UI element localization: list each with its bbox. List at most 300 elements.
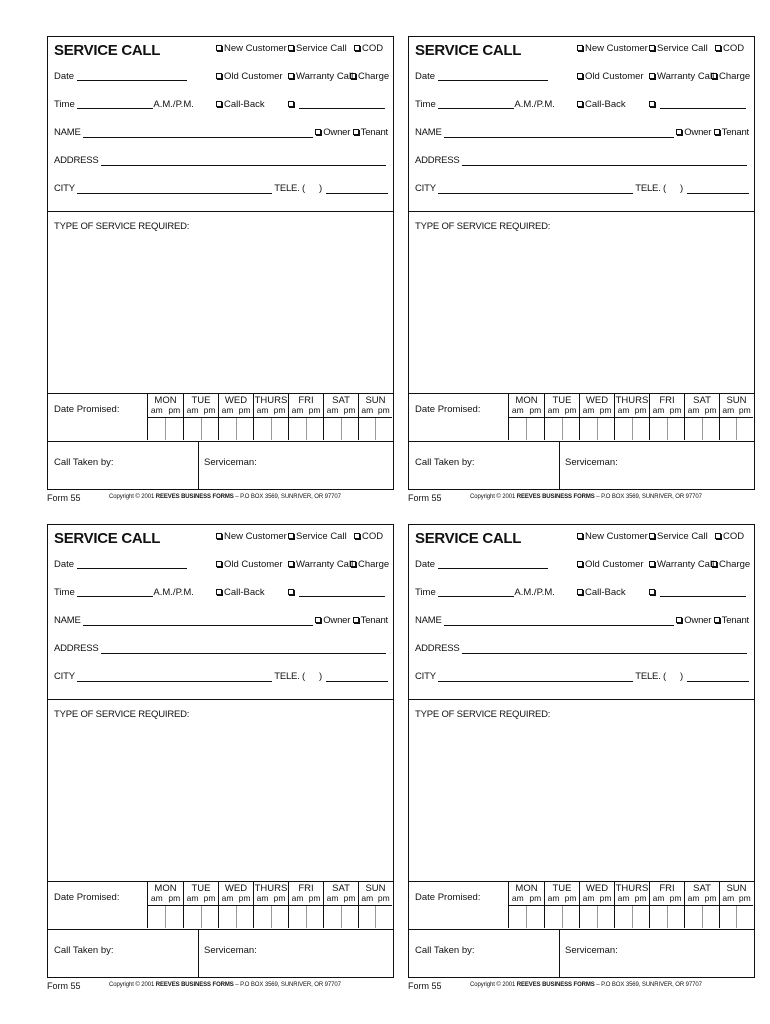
other-line[interactable] <box>660 99 746 109</box>
form-title: SERVICE CALL <box>54 530 161 547</box>
day-name: THURS <box>615 395 649 406</box>
day-name: THURS <box>615 883 649 894</box>
am-pm-cells <box>615 905 649 928</box>
name-label: NAME <box>54 127 81 138</box>
am-cell[interactable] <box>509 418 526 440</box>
call-taken-by-label: Call Taken by: <box>54 457 114 468</box>
new-customer-option[interactable] <box>216 531 287 542</box>
form-title: SERVICE CALL <box>415 42 522 59</box>
charge-option[interactable] <box>711 71 750 82</box>
date-field[interactable] <box>54 559 187 570</box>
am-cell[interactable] <box>184 418 201 440</box>
city-line[interactable] <box>438 184 633 194</box>
am-cell[interactable] <box>720 906 736 928</box>
pm-label: pm <box>377 405 390 415</box>
new-customer-label: New Customer <box>585 531 648 542</box>
checkbox-icon[interactable] <box>216 533 222 539</box>
am-cell[interactable] <box>545 906 562 928</box>
new-customer-option[interactable] <box>216 43 287 54</box>
charge-option[interactable] <box>350 559 389 570</box>
am-pm-label: A.M./P.M. <box>153 99 194 110</box>
checkbox-icon[interactable] <box>714 617 720 623</box>
pm-cell[interactable] <box>562 906 580 928</box>
am-label: am <box>150 893 163 903</box>
day-column-fri <box>649 882 684 928</box>
date-line[interactable] <box>438 559 548 569</box>
tele-line[interactable] <box>326 184 388 194</box>
am-cell[interactable] <box>148 906 165 928</box>
checkbox-icon[interactable] <box>288 589 294 595</box>
checkbox-icon[interactable] <box>350 73 356 79</box>
checkbox-icon[interactable] <box>354 533 360 539</box>
checkbox-icon[interactable] <box>315 617 321 623</box>
pm-label: pm <box>377 893 390 903</box>
am-pm-cells <box>324 417 358 440</box>
new-customer-label: New Customer <box>224 43 287 54</box>
owner-option[interactable] <box>315 615 350 626</box>
pm-cell[interactable] <box>632 906 650 928</box>
pm-cell[interactable] <box>271 906 289 928</box>
date-field[interactable] <box>54 71 187 82</box>
pm-cell[interactable] <box>702 906 720 928</box>
checkbox-icon[interactable] <box>577 73 583 79</box>
checkbox-icon[interactable] <box>288 45 294 51</box>
copyright-prefix: Copyright © 2001 <box>470 494 516 500</box>
checkbox-icon[interactable] <box>711 561 717 567</box>
day-column-tue <box>544 394 579 440</box>
am-label: am <box>722 405 735 415</box>
new-customer-label: New Customer <box>585 43 648 54</box>
day-column-wed <box>218 394 253 440</box>
checkbox-icon[interactable] <box>649 101 655 107</box>
checkbox-icon[interactable] <box>649 561 655 567</box>
day-column-sat <box>684 882 719 928</box>
checkbox-icon[interactable] <box>676 617 682 623</box>
am-pm-labels <box>509 405 544 415</box>
checkbox-icon[interactable] <box>715 45 721 51</box>
old-customer-option[interactable] <box>577 559 644 570</box>
time-label: Time <box>415 587 436 598</box>
old-customer-option[interactable] <box>216 71 283 82</box>
am-pm-label: A.M./P.M. <box>153 587 194 598</box>
service-call-label: Service Call <box>657 43 708 54</box>
checkbox-icon[interactable] <box>288 73 294 79</box>
date-field[interactable] <box>415 559 548 570</box>
checkbox-icon[interactable] <box>577 533 583 539</box>
charge-label: Charge <box>358 71 390 82</box>
date-promised-label: Date Promised: <box>54 892 120 903</box>
address-field[interactable] <box>415 643 749 654</box>
warranty-call-label: Warranty Call <box>657 71 715 82</box>
pm-cell[interactable] <box>667 418 685 440</box>
service-call-option[interactable] <box>288 531 347 542</box>
city-line[interactable] <box>77 184 272 194</box>
serviceman-label: Serviceman: <box>204 945 257 956</box>
am-pm-cells <box>359 417 392 440</box>
warranty-call-option[interactable] <box>649 559 714 570</box>
call-back-option[interactable] <box>577 99 626 110</box>
am-cell[interactable] <box>359 906 375 928</box>
old-customer-label: Old Customer <box>224 559 283 570</box>
day-column-mon <box>148 882 183 928</box>
am-pm-labels <box>324 405 358 415</box>
address-field[interactable] <box>415 155 749 166</box>
pm-cell[interactable] <box>562 418 580 440</box>
owner-option[interactable] <box>315 127 350 138</box>
cod-option[interactable] <box>715 531 744 542</box>
city-tele-field[interactable] <box>415 671 749 682</box>
date-field[interactable] <box>415 71 548 82</box>
time-field[interactable] <box>415 99 555 110</box>
am-pm-cells <box>184 417 218 440</box>
type-of-service-label: TYPE OF SERVICE REQUIRED: <box>415 709 551 720</box>
owner-label: Owner <box>684 615 712 626</box>
date-promised-schedule <box>48 394 393 454</box>
am-cell[interactable] <box>580 418 597 440</box>
pm-cell[interactable] <box>375 418 392 440</box>
am-label: am <box>652 405 665 415</box>
checkbox-icon[interactable] <box>288 533 294 539</box>
pm-cell[interactable] <box>702 418 720 440</box>
name-line[interactable] <box>83 616 314 626</box>
city-tele-field[interactable] <box>415 183 749 194</box>
serviceman-label: Serviceman: <box>565 945 618 956</box>
am-pm-labels <box>324 893 358 903</box>
pm-cell[interactable] <box>736 418 753 440</box>
pm-cell[interactable] <box>341 906 359 928</box>
name-field[interactable] <box>54 615 388 626</box>
pm-cell[interactable] <box>526 418 544 440</box>
time-field[interactable] <box>415 587 555 598</box>
warranty-call-option[interactable] <box>288 71 353 82</box>
service-call-option[interactable] <box>288 43 347 54</box>
am-pm-cells <box>545 417 579 440</box>
name-field[interactable] <box>54 127 388 138</box>
checkbox-icon[interactable] <box>676 129 682 135</box>
owner-option[interactable] <box>676 127 711 138</box>
address-line[interactable] <box>462 156 747 166</box>
pm-cell[interactable] <box>736 906 753 928</box>
checkbox-icon[interactable] <box>216 589 222 595</box>
charge-option[interactable] <box>350 71 389 82</box>
pm-cell[interactable] <box>201 418 219 440</box>
checkbox-icon[interactable] <box>216 561 222 567</box>
cod-option[interactable] <box>715 43 744 54</box>
am-cell[interactable] <box>509 906 526 928</box>
time-line[interactable] <box>438 99 514 109</box>
time-line[interactable] <box>77 587 153 597</box>
call-back-label: Call-Back <box>224 99 265 110</box>
checkbox-icon[interactable] <box>315 129 321 135</box>
other-option[interactable] <box>649 587 746 598</box>
pm-cell[interactable] <box>165 418 183 440</box>
checkbox-icon[interactable] <box>577 45 583 51</box>
form-border <box>408 36 755 490</box>
checkbox-icon[interactable] <box>354 45 360 51</box>
city-label: CITY <box>415 183 436 194</box>
other-line[interactable] <box>299 99 385 109</box>
old-customer-option[interactable] <box>216 559 283 570</box>
pm-label: pm <box>203 893 216 903</box>
tele-close-label: ) <box>680 183 683 194</box>
city-label: CITY <box>415 671 436 682</box>
am-cell[interactable] <box>720 418 736 440</box>
service-call-option[interactable] <box>649 531 708 542</box>
tenant-option[interactable] <box>353 615 388 626</box>
date-line[interactable] <box>77 559 187 569</box>
pm-label: pm <box>599 405 612 415</box>
checkbox-icon[interactable] <box>288 101 294 107</box>
am-pm-labels <box>650 893 684 903</box>
charge-option[interactable] <box>711 559 750 570</box>
call-back-option[interactable] <box>216 587 265 598</box>
am-cell[interactable] <box>580 906 597 928</box>
am-cell[interactable] <box>650 418 667 440</box>
service-description-area[interactable] <box>52 235 389 391</box>
checkbox-icon[interactable] <box>216 101 222 107</box>
service-description-area[interactable] <box>413 235 750 391</box>
pm-cell[interactable] <box>271 418 289 440</box>
city-line[interactable] <box>438 672 633 682</box>
call-back-option[interactable] <box>577 587 626 598</box>
checkbox-icon[interactable] <box>353 129 359 135</box>
name-line[interactable] <box>83 128 314 138</box>
company-name: REEVES BUSINESS FORMS <box>155 982 234 988</box>
checkbox-icon[interactable] <box>577 101 583 107</box>
am-cell[interactable] <box>148 418 165 440</box>
pm-cell[interactable] <box>632 418 650 440</box>
day-column-sat <box>684 394 719 440</box>
am-pm-labels <box>720 405 753 415</box>
date-line[interactable] <box>438 71 548 81</box>
am-label: am <box>150 405 163 415</box>
day-column-wed <box>218 882 253 928</box>
address-field[interactable] <box>54 155 388 166</box>
form-title: SERVICE CALL <box>54 42 161 59</box>
pm-cell[interactable] <box>201 906 219 928</box>
am-pm-labels <box>359 893 392 903</box>
day-column-fri <box>288 394 323 440</box>
am-cell[interactable] <box>254 418 271 440</box>
am-cell[interactable] <box>324 418 341 440</box>
name-label: NAME <box>415 615 442 626</box>
new-customer-option[interactable] <box>577 43 648 54</box>
form-number: Form 55 <box>47 493 81 503</box>
am-label: am <box>291 405 304 415</box>
pm-cell[interactable] <box>597 906 615 928</box>
warranty-call-option[interactable] <box>288 559 353 570</box>
checkbox-icon[interactable] <box>577 589 583 595</box>
pm-cell[interactable] <box>236 418 254 440</box>
tele-line[interactable] <box>687 672 749 682</box>
day-name: FRI <box>659 883 675 894</box>
day-name: SUN <box>365 395 386 406</box>
am-cell[interactable] <box>184 906 201 928</box>
am-cell[interactable] <box>254 906 271 928</box>
address-line[interactable] <box>101 156 386 166</box>
am-label: am <box>221 893 234 903</box>
name-line[interactable] <box>444 128 675 138</box>
day-column-mon <box>148 394 183 440</box>
owner-label: Owner <box>323 615 351 626</box>
name-field[interactable] <box>415 127 749 138</box>
warranty-call-option[interactable] <box>649 71 714 82</box>
am-cell[interactable] <box>219 906 236 928</box>
warranty-call-label: Warranty Call <box>296 71 354 82</box>
checkbox-icon[interactable] <box>715 533 721 539</box>
day-column-tue <box>183 394 218 440</box>
form-border <box>47 524 394 978</box>
address-line[interactable] <box>462 644 747 654</box>
form-border <box>47 36 394 490</box>
owner-option[interactable] <box>676 615 711 626</box>
am-label: am <box>361 405 374 415</box>
form-title: SERVICE CALL <box>415 530 522 547</box>
time-field[interactable] <box>54 587 194 598</box>
am-cell[interactable] <box>324 906 341 928</box>
pm-cell[interactable] <box>341 418 359 440</box>
company-address: – P.O BOX 3569, SUNRIVER, OR 97707 <box>596 982 702 988</box>
tenant-option[interactable] <box>353 127 388 138</box>
pm-label: pm <box>168 405 181 415</box>
pm-cell[interactable] <box>526 906 544 928</box>
pm-label: pm <box>308 893 321 903</box>
date-promised-schedule <box>409 394 754 454</box>
day-name: WED <box>224 883 248 894</box>
service-call-option[interactable] <box>649 43 708 54</box>
am-pm-cells <box>685 417 719 440</box>
am-pm-labels <box>685 405 719 415</box>
pm-label: pm <box>203 405 216 415</box>
checkbox-icon[interactable] <box>649 45 655 51</box>
divider <box>559 929 560 977</box>
day-columns <box>508 394 754 440</box>
city-line[interactable] <box>77 672 272 682</box>
type-of-service-label: TYPE OF SERVICE REQUIRED: <box>54 221 190 232</box>
am-pm-labels <box>184 893 218 903</box>
form-number: Form 55 <box>408 493 442 503</box>
other-option[interactable] <box>649 99 746 110</box>
cod-option[interactable] <box>354 531 383 542</box>
pm-cell[interactable] <box>306 418 324 440</box>
checkbox-icon[interactable] <box>353 617 359 623</box>
other-line[interactable] <box>299 587 385 597</box>
am-cell[interactable] <box>289 418 306 440</box>
am-label: am <box>617 893 630 903</box>
city-tele-field[interactable] <box>54 183 388 194</box>
new-customer-option[interactable] <box>577 531 648 542</box>
service-description-area[interactable] <box>413 723 750 879</box>
am-cell[interactable] <box>289 906 306 928</box>
checkbox-icon[interactable] <box>216 45 222 51</box>
checkbox-icon[interactable] <box>649 533 655 539</box>
checkbox-icon[interactable] <box>288 561 294 567</box>
am-pm-labels <box>254 893 288 903</box>
time-line[interactable] <box>77 99 153 109</box>
pm-label: pm <box>238 405 251 415</box>
divider <box>409 699 754 700</box>
am-cell[interactable] <box>545 418 562 440</box>
checkbox-icon[interactable] <box>577 561 583 567</box>
time-field[interactable] <box>54 99 194 110</box>
cod-option[interactable] <box>354 43 383 54</box>
am-cell[interactable] <box>650 906 667 928</box>
pm-cell[interactable] <box>375 906 392 928</box>
time-line[interactable] <box>438 587 514 597</box>
pm-cell[interactable] <box>306 906 324 928</box>
address-field[interactable] <box>54 643 388 654</box>
am-pm-cells <box>545 905 579 928</box>
day-name: MON <box>515 883 538 894</box>
checkbox-icon[interactable] <box>711 73 717 79</box>
other-option[interactable] <box>288 99 385 110</box>
call-taken-by-label: Call Taken by: <box>54 945 114 956</box>
day-column-thurs <box>253 394 288 440</box>
old-customer-label: Old Customer <box>585 71 644 82</box>
service-description-area[interactable] <box>52 723 389 879</box>
tele-line[interactable] <box>687 184 749 194</box>
am-label: am <box>361 893 374 903</box>
tele-line[interactable] <box>326 672 388 682</box>
other-option[interactable] <box>288 587 385 598</box>
pm-cell[interactable] <box>165 906 183 928</box>
am-label: am <box>221 405 234 415</box>
day-name: MON <box>515 395 538 406</box>
call-back-option[interactable] <box>216 99 265 110</box>
date-line[interactable] <box>77 71 187 81</box>
checkbox-icon[interactable] <box>649 589 655 595</box>
old-customer-label: Old Customer <box>585 559 644 570</box>
old-customer-option[interactable] <box>577 71 644 82</box>
checkbox-icon[interactable] <box>350 561 356 567</box>
am-pm-cells <box>509 417 544 440</box>
pm-label: pm <box>634 893 647 903</box>
am-cell[interactable] <box>685 906 702 928</box>
divider <box>559 441 560 489</box>
checkbox-icon[interactable] <box>216 73 222 79</box>
am-pm-labels <box>509 893 544 903</box>
am-label: am <box>326 405 339 415</box>
date-promised-label: Date Promised: <box>415 404 481 415</box>
am-cell[interactable] <box>615 906 632 928</box>
divider <box>48 211 393 212</box>
pm-cell[interactable] <box>597 418 615 440</box>
pm-cell[interactable] <box>667 906 685 928</box>
day-column-sun <box>358 394 392 440</box>
address-line[interactable] <box>101 644 386 654</box>
am-cell[interactable] <box>615 418 632 440</box>
am-cell[interactable] <box>685 418 702 440</box>
day-columns <box>147 882 393 928</box>
am-cell[interactable] <box>359 418 375 440</box>
am-pm-labels <box>580 893 614 903</box>
checkbox-icon[interactable] <box>649 73 655 79</box>
city-tele-field[interactable] <box>54 671 388 682</box>
am-pm-label: A.M./P.M. <box>514 99 555 110</box>
tenant-option[interactable] <box>714 127 749 138</box>
am-pm-cells <box>509 905 544 928</box>
day-name: WED <box>585 883 609 894</box>
name-field[interactable] <box>415 615 749 626</box>
name-line[interactable] <box>444 616 675 626</box>
tenant-option[interactable] <box>714 615 749 626</box>
checkbox-icon[interactable] <box>714 129 720 135</box>
pm-cell[interactable] <box>236 906 254 928</box>
pm-label: pm <box>564 893 577 903</box>
tele-close-label: ) <box>680 671 683 682</box>
other-line[interactable] <box>660 587 746 597</box>
am-cell[interactable] <box>219 418 236 440</box>
